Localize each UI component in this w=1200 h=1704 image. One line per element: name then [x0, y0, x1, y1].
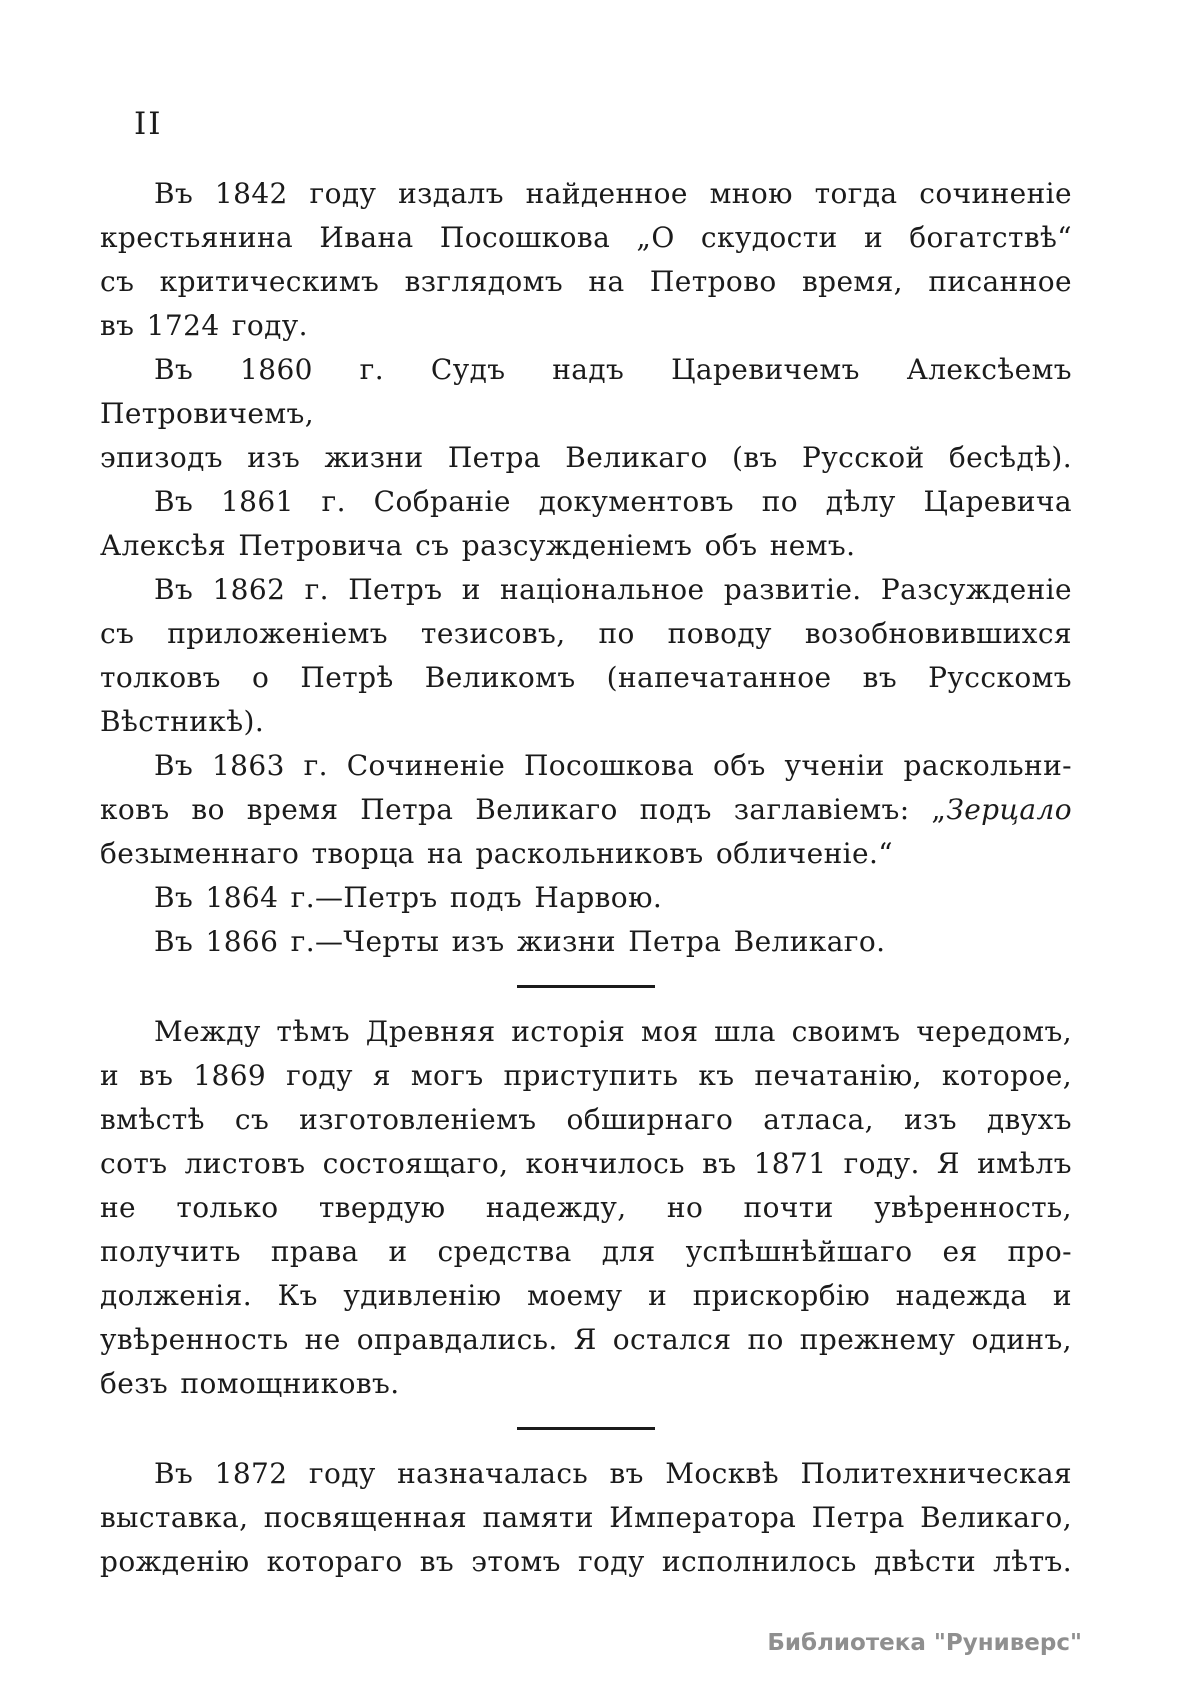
text-segment: ковъ во время Петра Великаго подъ заглавіемъ: „	[100, 793, 947, 826]
paragraph	[100, 480, 1072, 568]
paragraph	[100, 568, 1072, 744]
text-line: Въ 1863 г. Сочиненіе Посошкова объ ученіи раскольни-	[154, 749, 1072, 782]
text-line: и въ 1869 году я могъ приступить къ печатанію, которое,	[100, 1059, 1072, 1092]
library-watermark: Библиотека "Руниверс"	[767, 1630, 1082, 1656]
text-line: Въ 1862 г. Петръ и національное развитіе. Разсужденіе	[154, 573, 1072, 606]
text-line: Въ 1866 г.—Черты изъ жизни Петра Великаго.	[154, 925, 886, 958]
text-line: Въ 1861 г. Собраніе документовъ по дѣлу Царевича	[154, 485, 1072, 518]
text-line: безыменнаго творца на раскольниковъ обличеніе.“	[100, 837, 893, 870]
text-line: Вѣстникѣ).	[100, 705, 265, 738]
text-line: крестьянина Ивана Посошкова „О скудости и богатствѣ“	[100, 221, 1072, 254]
text-line: Въ 1860 г. Судъ надъ Царевичемъ Алексѣемъ Петровичемъ,	[100, 353, 1072, 430]
section-divider	[517, 1427, 655, 1430]
text-line: долженія. Къ удивленію моему и прискорбію надежда и	[100, 1279, 1072, 1312]
text-line: рожденію котораго въ этомъ году исполнилось двѣсти лѣтъ.	[100, 1545, 1072, 1578]
text-line: Въ 1842 году издалъ найденное мною тогда сочиненіе	[154, 177, 1072, 210]
text-line: получить права и средства для успѣшнѣйшаго ея про-	[100, 1235, 1072, 1268]
text-line: въ 1724 году.	[100, 309, 308, 342]
text-block	[100, 172, 1072, 1584]
paragraph	[100, 876, 1072, 920]
text-line: вмѣстѣ съ изготовленіемъ обширнаго атласа, изъ двухъ	[100, 1103, 1072, 1136]
text-line: съ критическимъ взглядомъ на Петрово время, писанное	[100, 265, 1072, 298]
paragraph	[100, 348, 1072, 480]
page-number: II	[134, 106, 163, 142]
text-line: не только твердую надежду, но почти увѣренность,	[100, 1191, 1072, 1224]
italic-title-text: Зерцало	[946, 793, 1072, 826]
text-line: Въ 1872 году назначалась въ Москвѣ Политехническая	[154, 1457, 1072, 1490]
text-line: Алексѣя Петровича съ разсужденіемъ объ немъ.	[100, 529, 856, 562]
text-line: безъ помощниковъ.	[100, 1367, 400, 1400]
text-line: выставка, посвященная памяти Императора Петра Великаго,	[100, 1501, 1072, 1534]
text-line	[100, 788, 1072, 832]
text-line: увѣренность не оправдались. Я остался по прежнему одинъ,	[100, 1323, 1072, 1356]
text-line: сотъ листовъ состоящаго, кончилось въ 1871 году. Я имѣлъ	[100, 1147, 1072, 1180]
paragraph	[100, 172, 1072, 348]
text-line: Между тѣмъ Древняя исторія моя шла своимъ чередомъ,	[154, 1015, 1072, 1048]
paragraph	[100, 1010, 1072, 1406]
text-line: съ приложеніемъ тезисовъ, по поводу возобновившихся	[100, 617, 1072, 650]
paragraph	[100, 1452, 1072, 1584]
section-divider	[517, 985, 655, 988]
text-line: толковъ о Петрѣ Великомъ (напечатанное въ Русскомъ	[100, 661, 1072, 694]
paragraph	[100, 744, 1072, 876]
text-line: Въ 1864 г.—Петръ подъ Нарвою.	[154, 881, 663, 914]
paragraph	[100, 920, 1072, 964]
text-line: эпизодъ изъ жизни Петра Великаго (въ Русской бесѣдѣ).	[100, 441, 1072, 474]
